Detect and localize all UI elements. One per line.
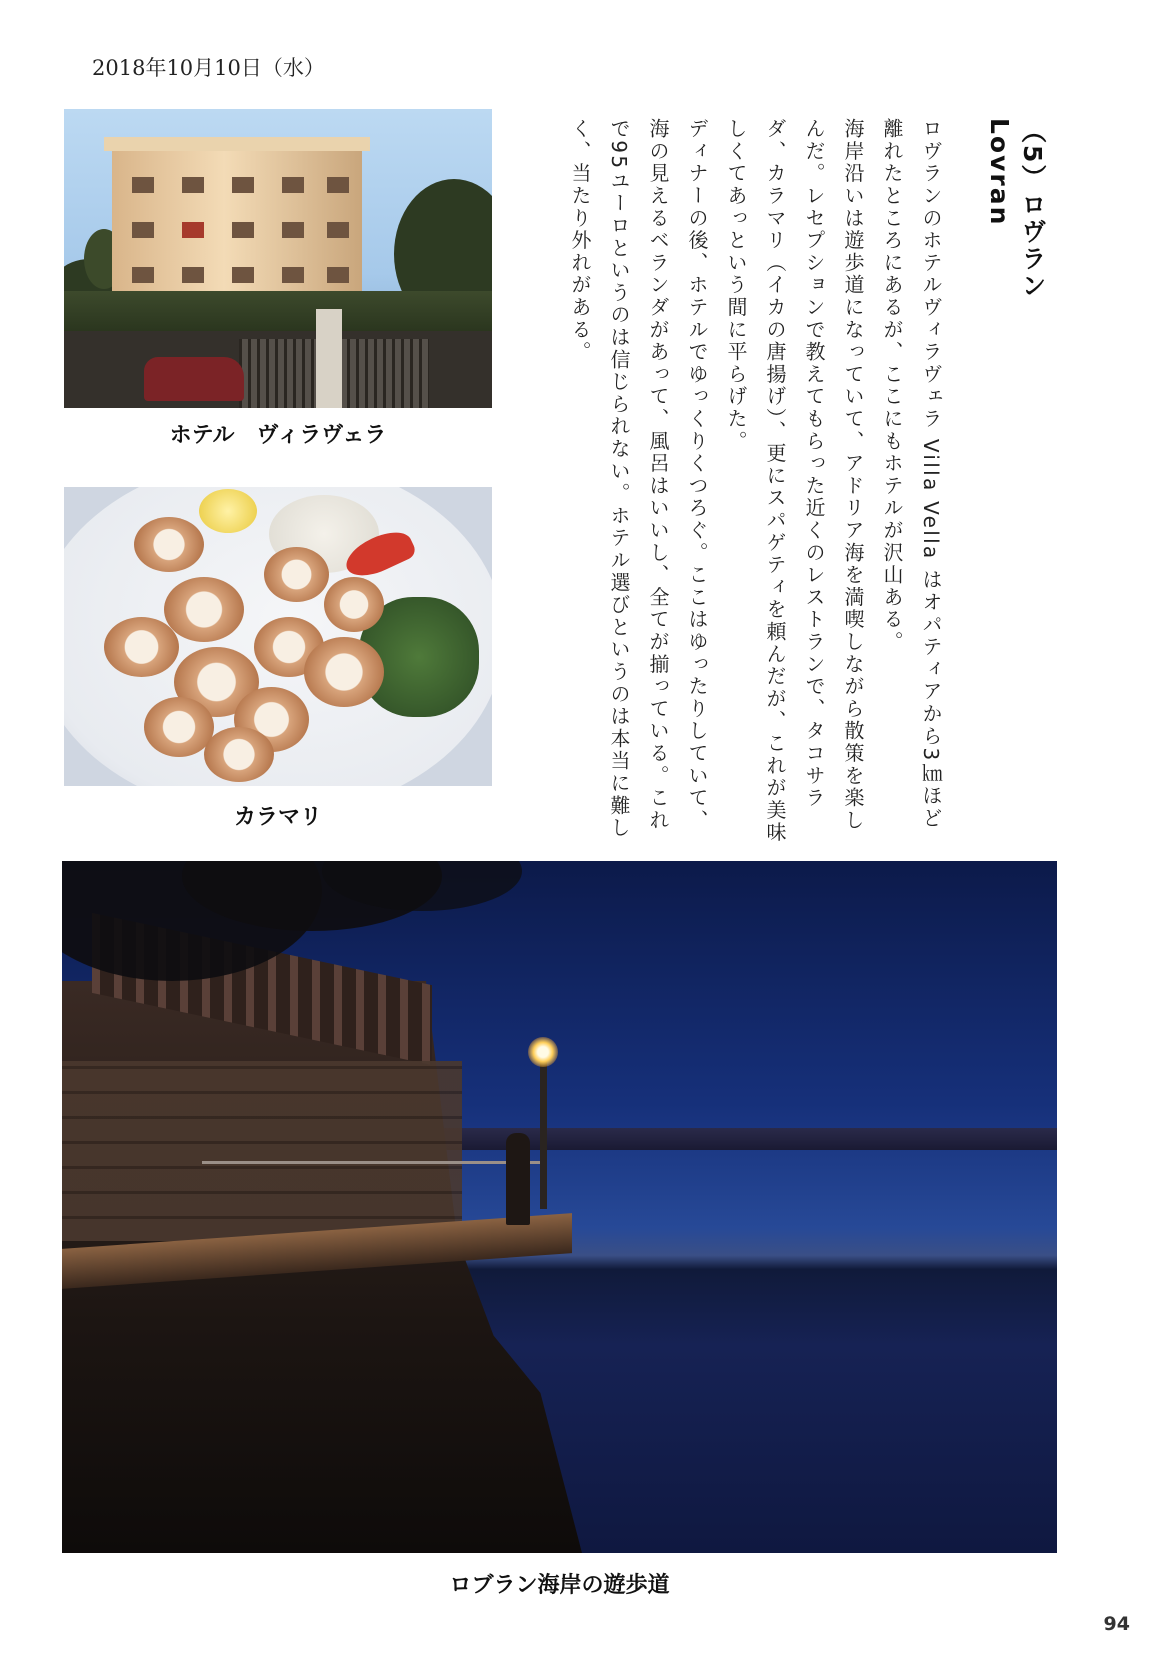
promenade-caption: ロブラン海岸の遊歩道 <box>449 1573 670 1598</box>
page-date: 2018年10月10日（水） <box>92 56 325 80</box>
paragraph-3: ディナーの後、ホテルでゆっくりくつろぐ。ここはゆったりしていて、海の見えるベランダがあって、風呂はいいし、全てが揃っている。これで95ユーロというのは信じられない。ホテル選びというのは本当に難しく、当たり外れがある。 <box>568 118 709 840</box>
hotel-caption: ホテル ヴィラヴェラ <box>169 423 387 448</box>
calamari-caption: カラマリ <box>233 805 322 830</box>
paragraph-1: ロヴランのホテルヴィラヴェラ Villa Vella はオパティアから3㎞ほど離れたところにあるが、ここにもホテルが沢山ある。 <box>880 118 943 830</box>
paragraph-2: 海岸沿いは遊歩道になっていて、アドリア海を満喫しながら散策を楽しんだ。レセプションで教えてもらった近くのレストランで、タコサラダ、カラマリ（イカの唐揚げ）、更にスパゲティを頼んだが、これが美味しくてあっという間に平らげた。 <box>724 118 865 844</box>
promenade-photo <box>62 861 1057 1553</box>
calamari-photo <box>64 487 492 786</box>
article-body <box>560 118 950 848</box>
hotel-photo <box>64 109 492 408</box>
section-heading: （5）ロヴラン Lovran <box>985 118 1047 300</box>
page-number: 94 <box>1103 1613 1130 1635</box>
